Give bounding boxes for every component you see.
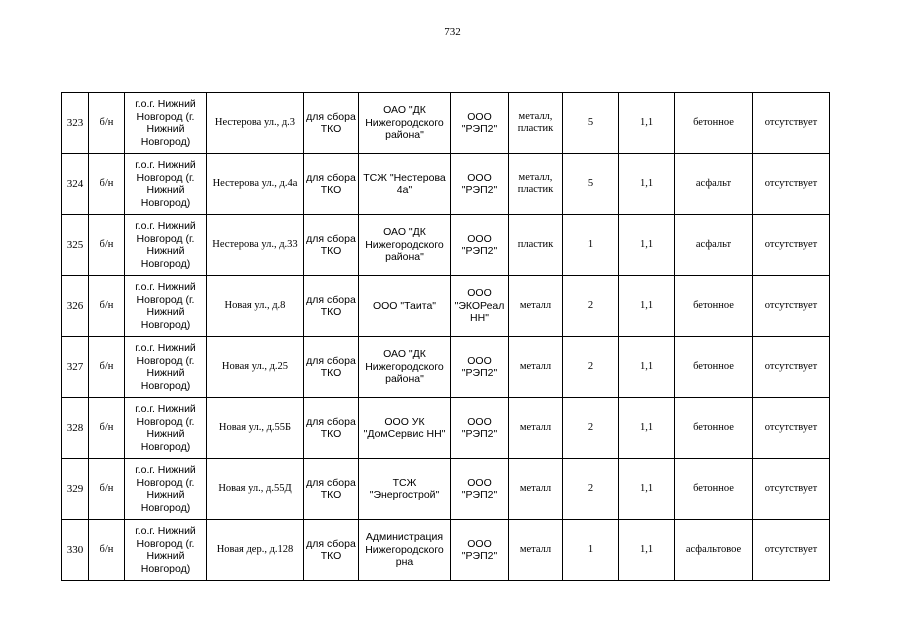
locality-cell: г.о.г. Нижний Новгород (г. Нижний Новгород) (125, 154, 207, 215)
locality-cell: г.о.г. Нижний Новгород (г. Нижний Новгород) (125, 215, 207, 276)
address-cell: Новая дер., д.128 (207, 520, 304, 581)
row-number: 324 (62, 154, 89, 215)
locality-cell: г.о.г. Нижний Новгород (г. Нижний Новгород) (125, 398, 207, 459)
container-volume-cell: 1,1 (619, 154, 675, 215)
row-number: 326 (62, 276, 89, 337)
table-row (62, 459, 830, 520)
registry-number: б/н (89, 398, 125, 459)
fence-cell: отсутствует (753, 93, 830, 154)
registry-number: б/н (89, 93, 125, 154)
surface-cell: бетонное (675, 93, 753, 154)
address-cell: Новая ул., д.25 (207, 337, 304, 398)
owner-cell: ОАО "ДК Нижегородского района" (359, 93, 451, 154)
locality-cell: г.о.г. Нижний Новгород (г. Нижний Новгород) (125, 93, 207, 154)
container-volume-cell: 1,1 (619, 398, 675, 459)
table-row (62, 337, 830, 398)
surface-cell: бетонное (675, 276, 753, 337)
address-cell: Новая ул., д.55Б (207, 398, 304, 459)
fence-cell: отсутствует (753, 520, 830, 581)
purpose-cell: для сбора ТКО (304, 520, 359, 581)
owner-cell: ТСЖ "Энергострой" (359, 459, 451, 520)
operator-cell: ООО "ЭКОРеал НН" (451, 276, 509, 337)
locality-cell: г.о.г. Нижний Новгород (г. Нижний Новгород) (125, 459, 207, 520)
row-number: 327 (62, 337, 89, 398)
registry-number: б/н (89, 337, 125, 398)
surface-cell: бетонное (675, 337, 753, 398)
material-cell: металл, пластик (509, 93, 563, 154)
owner-cell: ТСЖ "Нестерова 4а" (359, 154, 451, 215)
purpose-cell: для сбора ТКО (304, 215, 359, 276)
owner-cell: ОАО "ДК Нижегородского района" (359, 215, 451, 276)
material-cell: металл (509, 520, 563, 581)
material-cell: металл, пластик (509, 154, 563, 215)
registry-number: б/н (89, 276, 125, 337)
purpose-cell: для сбора ТКО (304, 398, 359, 459)
table-body (62, 93, 830, 581)
locality-cell: г.о.г. Нижний Новгород (г. Нижний Новгород) (125, 276, 207, 337)
fence-cell: отсутствует (753, 459, 830, 520)
container-volume-cell: 1,1 (619, 459, 675, 520)
material-cell: металл (509, 398, 563, 459)
row-number: 329 (62, 459, 89, 520)
container-count-cell: 5 (563, 154, 619, 215)
address-cell: Нестерова ул., д.3 (207, 93, 304, 154)
row-number: 328 (62, 398, 89, 459)
container-volume-cell: 1,1 (619, 337, 675, 398)
table-row (62, 154, 830, 215)
operator-cell: ООО "РЭП2" (451, 398, 509, 459)
operator-cell: ООО "РЭП2" (451, 154, 509, 215)
container-count-cell: 2 (563, 459, 619, 520)
owner-cell: Администрация Нижегородского рна (359, 520, 451, 581)
container-volume-cell: 1,1 (619, 520, 675, 581)
registry-number: б/н (89, 520, 125, 581)
container-count-cell: 2 (563, 337, 619, 398)
purpose-cell: для сбора ТКО (304, 93, 359, 154)
fence-cell: отсутствует (753, 154, 830, 215)
row-number: 330 (62, 520, 89, 581)
table-row (62, 276, 830, 337)
surface-cell: асфальт (675, 215, 753, 276)
address-cell: Нестерова ул., д.33 (207, 215, 304, 276)
container-volume-cell: 1,1 (619, 276, 675, 337)
owner-cell: ОАО "ДК Нижегородского района" (359, 337, 451, 398)
registry-number: б/н (89, 459, 125, 520)
operator-cell: ООО "РЭП2" (451, 215, 509, 276)
address-cell: Новая ул., д.8 (207, 276, 304, 337)
container-count-cell: 2 (563, 398, 619, 459)
address-cell: Нестерова ул., д.4а (207, 154, 304, 215)
purpose-cell: для сбора ТКО (304, 337, 359, 398)
container-count-cell: 1 (563, 520, 619, 581)
address-cell: Новая ул., д.55Д (207, 459, 304, 520)
locality-cell: г.о.г. Нижний Новгород (г. Нижний Новгород) (125, 337, 207, 398)
owner-cell: ООО УК "ДомСервис НН" (359, 398, 451, 459)
operator-cell: ООО "РЭП2" (451, 459, 509, 520)
operator-cell: ООО "РЭП2" (451, 520, 509, 581)
table-row (62, 215, 830, 276)
row-number: 325 (62, 215, 89, 276)
fence-cell: отсутствует (753, 398, 830, 459)
container-volume-cell: 1,1 (619, 93, 675, 154)
registry-number: б/н (89, 154, 125, 215)
material-cell: металл (509, 276, 563, 337)
table-row (62, 398, 830, 459)
operator-cell: ООО "РЭП2" (451, 337, 509, 398)
purpose-cell: для сбора ТКО (304, 276, 359, 337)
container-volume-cell: 1,1 (619, 215, 675, 276)
container-count-cell: 2 (563, 276, 619, 337)
surface-cell: асфальт (675, 154, 753, 215)
fence-cell: отсутствует (753, 276, 830, 337)
container-count-cell: 5 (563, 93, 619, 154)
surface-cell: бетонное (675, 398, 753, 459)
fence-cell: отсутствует (753, 337, 830, 398)
container-count-cell: 1 (563, 215, 619, 276)
surface-cell: бетонное (675, 459, 753, 520)
table-row (62, 93, 830, 154)
fence-cell: отсутствует (753, 215, 830, 276)
table-row (62, 520, 830, 581)
page-number: 732 (444, 26, 461, 38)
purpose-cell: для сбора ТКО (304, 154, 359, 215)
locality-cell: г.о.г. Нижний Новгород (г. Нижний Новгород) (125, 520, 207, 581)
surface-cell: асфальтовое (675, 520, 753, 581)
registry-number: б/н (89, 215, 125, 276)
material-cell: металл (509, 337, 563, 398)
operator-cell: ООО "РЭП2" (451, 93, 509, 154)
material-cell: пластик (509, 215, 563, 276)
material-cell: металл (509, 459, 563, 520)
purpose-cell: для сбора ТКО (304, 459, 359, 520)
owner-cell: ООО "Таита" (359, 276, 451, 337)
waste-sites-table (61, 92, 830, 581)
row-number: 323 (62, 93, 89, 154)
